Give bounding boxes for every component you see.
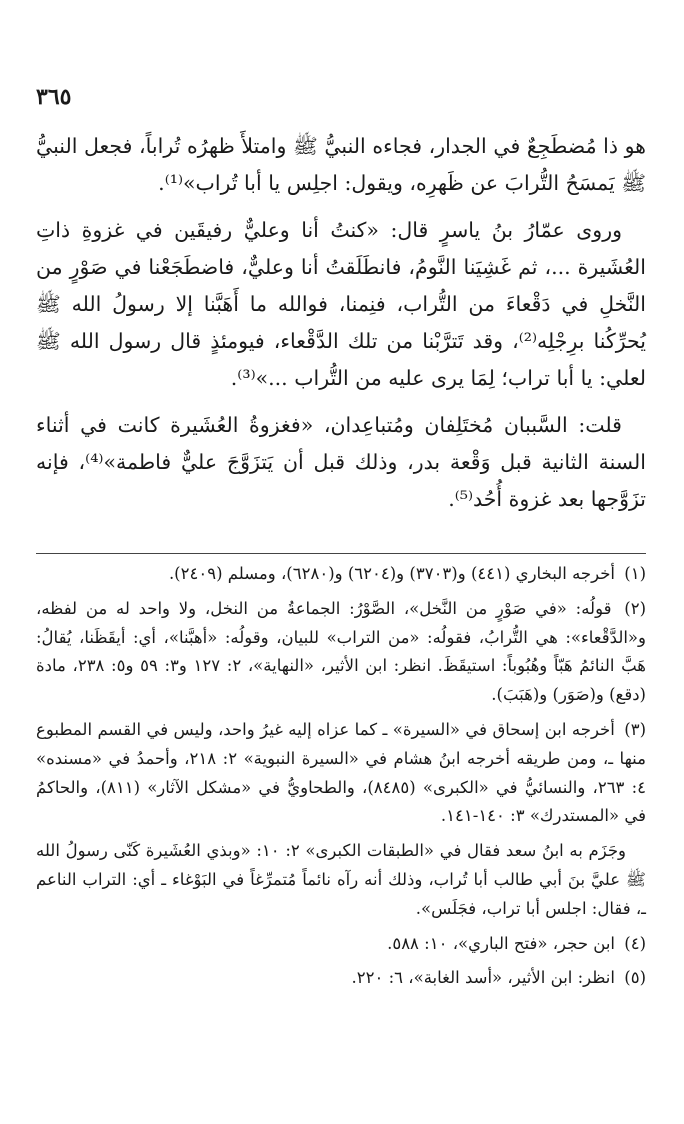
footnote-number: (٥) bbox=[624, 968, 646, 988]
footnote-divider bbox=[36, 553, 646, 554]
page-number: ٣٦٥ bbox=[36, 84, 72, 110]
footnote-number: (٢) bbox=[624, 598, 647, 618]
footnote-number: (٣) bbox=[624, 719, 647, 739]
footnote-text: ابن حجر، «فتح الباري»، ١٠: ٥٨٨. bbox=[387, 933, 615, 953]
footnote-number: (١) bbox=[624, 564, 646, 583]
paragraph: قلت: السَّببان مُختَلِفان ومُتباعِدان، «فغزوةُ العُشَيرة كانت في أثناء السنة الثانية قبل وَقْعة بدر، وذلك قبل أن يَتزَوَّجَ عليٌّ فاطمة»⁽⁴⁾، فإنه تزَوَّجها بعد غزوة أُحُد⁽⁵⁾. bbox=[36, 413, 646, 511]
paragraph: وروى عمّارُ بنُ ياسرٍ قال: «كنتُ أنا وعليٌّ رفيقَين في غزوةِ ذاتِ العُشَيرة ...، ثم غَشِيَنا النَّومُ، فانطَلَقتُ أنا وعليٌّ، فاضطَجَعْنا في صَوْرٍ من النَّخلِ في دَقْعاءَ من التُّراب، فنِمنا، فوالله ما أَهَبَّنا إلا رسولُ الله ﷺ يُحرِّكُنا برِجْلِه⁽²⁾، وقد تَترَّبْنا من تلك الدَّقْعاء، فيومئذٍ قال رسول الله ﷺ لعلي: يا أبا تراب؛ لِمَا يرى عليه من التُّراب ...»⁽³⁾. bbox=[36, 218, 646, 390]
footnote-3 bbox=[36, 716, 646, 831]
footnote-5 bbox=[36, 964, 646, 993]
footnote-text: انظر: ابن الأثير، «أسد الغابة»، ٦: ٢٢٠. bbox=[351, 968, 615, 988]
footnote-text: أخرجه ابن إسحاق في «السيرة» ـ كما عزاه إليه غيرُ واحد، وليس في القسم المطبوع منها ـ، ومن طريقه أخرجه ابنُ هشام في «السيرة النبوية» ٢: ٢١٨، وأحمدُ في «مسنده» ٤: ٢٦٣، والنسائيُّ في «الكبرى» (٨٤٨٥)، والطحاويُّ في «مشكل الآثار» (٨١١)، والحاكمُ في «المستدرك» ٣: ١٤٠-١٤١. bbox=[36, 719, 647, 826]
footnote-2 bbox=[36, 595, 646, 710]
paragraph: هو ذا مُضطَجِعٌ في الجدار، فجاءه النبيُّ ﷺ وامتلأَ ظهرُه تُراباً، فجعل النبيُّ ﷺ يَمسَحُ التُّرابَ عن ظَهرِه، ويقول: اجلِس يا أبا تُراب»⁽¹⁾. bbox=[36, 134, 646, 195]
footnote-4 bbox=[36, 930, 646, 959]
footnotes bbox=[36, 560, 646, 999]
footnote-3-continuation: وجَزَم به ابنُ سعد فقال في «الطبقات الكبرى» ٢: ١٠: «وبذي العُشَيرة كَنّى رسولُ الله ﷺ عليَّ بنَ أبي طالب أبا تُراب، وذلك أنه رآه نائماً مُتمرِّغاً في البَوْغاء ـ أي: التراب الناعم ـ، فقال: اجلس أبا تراب، فجَلَس». bbox=[36, 841, 646, 918]
footnote-number: (٤) bbox=[624, 933, 646, 953]
footnote-text: قولُه: «في صَوْرٍ من النَّخل»، الصَّوْرُ: الجماعةُ من النخل، ولا واحد له من لفظه، و«الدَّقْعاء»: هي التُّرابُ، فقولُه: «من التراب» للبيان، وقولُه: «أهبَّنا»، أي: أيقَظَنا، يُقالُ: هَبَّ النائمُ هَبّاً وهُبُوباً: استيقَظَ. انظر: ابن الأثير، «النهاية»، ٢: ١٢٧ و٣: ٥٩ و٥: ٢٣٨، مادة (دقع) و(صَوَر) و(هَبَبَ). bbox=[36, 598, 646, 705]
main-text bbox=[36, 128, 646, 528]
footnote-text: أخرجه البخاري (٤٤١) و(٣٧٠٣) و(٦٢٠٤) و(٦٢٨٠)، ومسلم (٢٤٠٩). bbox=[168, 564, 615, 583]
footnote-1 bbox=[36, 560, 646, 589]
